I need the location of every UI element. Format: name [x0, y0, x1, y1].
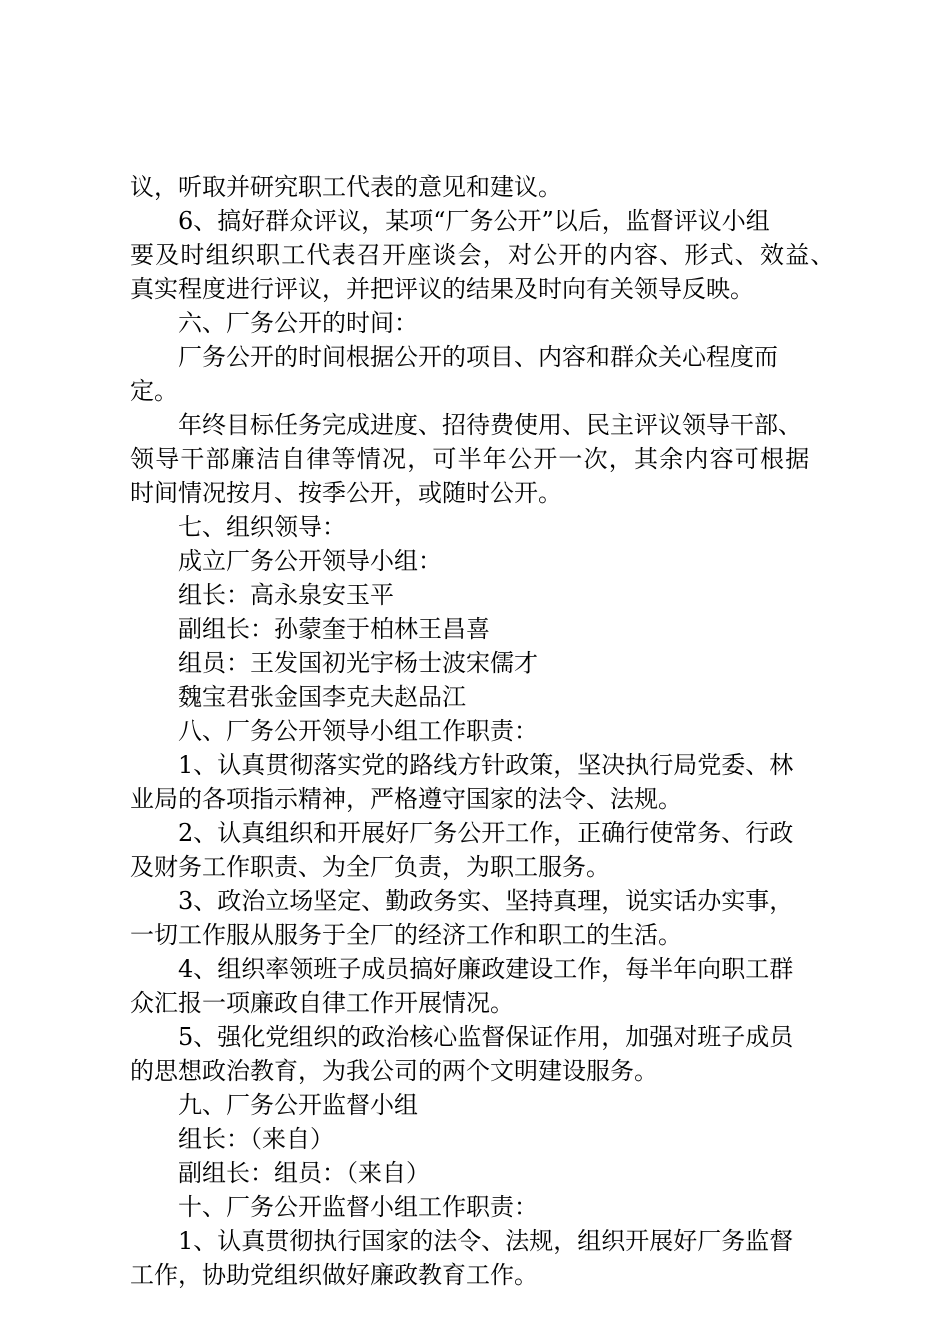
- section-heading: 六、厂务公开的时间：: [178, 309, 418, 337]
- text-line: 工作，协助党组织做好廉政教育工作。: [130, 1261, 538, 1289]
- text-line: 业局的各项指示精神，严格遵守国家的法令、法规。: [130, 785, 682, 813]
- text-line: 领导干部廉洁自律等情况，可半年公开一次，其余内容可根据: [130, 445, 811, 473]
- text-line: 组员：王发国初光宇杨士波宋儒才: [178, 649, 538, 677]
- text-line: 厂务公开的时间根据公开的项目、内容和群众关心程度而: [178, 343, 778, 371]
- text-line: 众汇报一项廉政自律工作开展情况。: [130, 989, 514, 1017]
- text-line: 3、政治立场坚定、勤政务实、坚持真理，说实话办实事，: [178, 887, 794, 915]
- text-line: 2、认真组织和开展好厂务公开工作，正确行使常务、行政: [178, 819, 794, 847]
- text-line: 要及时组织职工代表召开座谈会，对公开的内容、形式、效益、: [130, 241, 836, 269]
- text-line: 时间情况按月、按季公开，或随时公开。: [130, 479, 562, 507]
- section-heading: 八、厂务公开领导小组工作职责：: [178, 717, 538, 745]
- text-line: 议，听取并研究职工代表的意见和建议。: [130, 173, 562, 201]
- text-line: 成立厂务公开领导小组：: [178, 547, 442, 575]
- text-line: 4、组织率领班子成员搞好廉政建设工作，每半年向职工群: [178, 955, 794, 983]
- section-heading: 九、厂务公开监督小组: [178, 1091, 418, 1119]
- text-line: 副组长：组员：（来自）: [178, 1159, 430, 1187]
- text-line: 1、认真贯彻落实党的路线方针政策，坚决执行局党委、林: [178, 751, 794, 779]
- section-heading: 十、厂务公开监督小组工作职责：: [178, 1193, 538, 1221]
- text-line: 1、认真贯彻执行国家的法令、法规，组织开展好厂务监督: [178, 1227, 794, 1255]
- text-line: 的思想政治教育，为我公司的两个文明建设服务。: [130, 1057, 658, 1085]
- text-line: 及财务工作职责、为全厂负责，为职工服务。: [130, 853, 610, 881]
- text-line: 真实程度进行评议，并把评议的结果及时向有关领导反映。: [130, 275, 754, 303]
- text-line: 5、强化党组织的政治核心监督保证作用，加强对班子成员: [178, 1023, 794, 1051]
- section-heading: 七、组织领导：: [178, 513, 346, 541]
- text-line: 6、搞好群众评议，某项“厂务公开”以后，监督评议小组: [178, 207, 770, 235]
- text-line: 组长：（来自）: [178, 1125, 334, 1153]
- text-line: 组长：高永泉安玉平: [178, 581, 394, 609]
- text-line: 魏宝君张金国李克夫赵品江: [178, 683, 466, 711]
- text-line: 副组长：孙蒙奎于柏林王昌喜: [178, 615, 490, 643]
- text-line: 年终目标任务完成进度、招待费使用、民主评议领导干部、: [178, 411, 802, 439]
- text-line: 一切工作服从服务于全厂的经济工作和职工的生活。: [130, 921, 682, 949]
- text-line: 定。: [130, 377, 178, 405]
